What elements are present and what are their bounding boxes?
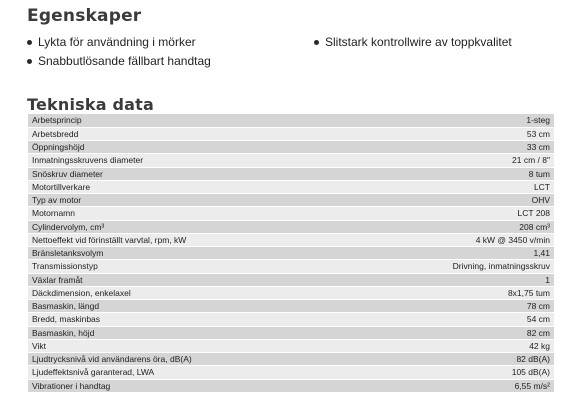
table-row [28, 180, 554, 193]
bullet-icon [27, 40, 32, 45]
feature-item [27, 34, 314, 50]
spec-value: 54 cm [346, 313, 554, 326]
spec-label: Arbetsprincip [28, 114, 346, 127]
spec-label: Bränsletanksvolym [28, 247, 346, 260]
spec-value: OHV [346, 194, 554, 207]
table-row [28, 247, 554, 260]
spec-value: 33 cm [346, 141, 554, 154]
spec-value: 6,55 m/s² [346, 379, 554, 392]
tech-data-table [28, 114, 554, 393]
table-row [28, 167, 554, 180]
spec-label: Basmaskin, längd [28, 300, 346, 313]
tech-data-heading: Tekniska data [27, 95, 154, 114]
spec-label: Cylindervolym, cm³ [28, 220, 346, 233]
features-list [27, 34, 567, 69]
spec-label: Motornamn [28, 207, 346, 220]
spec-value: 1-steg [346, 114, 554, 127]
tech-data-body [28, 114, 554, 392]
table-row [28, 260, 554, 273]
spec-value: 8x1,75 tum [346, 286, 554, 299]
spec-value: Drivning, inmatningsskruv [346, 260, 554, 273]
table-row [28, 194, 554, 207]
spec-label: Öppningshöjd [28, 141, 346, 154]
table-row [28, 114, 554, 127]
feature-text: Snabbutlösande fällbart handtag [38, 54, 211, 68]
table-row [28, 326, 554, 339]
spec-label: Transmissionstyp [28, 260, 346, 273]
spec-label: Motortillverkare [28, 180, 346, 193]
table-row [28, 127, 554, 140]
spec-value: 4 kW @ 3450 v/min [346, 233, 554, 246]
spec-label: Ljudeffektsnivå garanterad, LWA [28, 366, 346, 379]
feature-item [314, 34, 567, 50]
spec-value: 1 [346, 273, 554, 286]
spec-label: Ljudtrycksnivå vid användarens öra, dB(A) [28, 353, 346, 366]
spec-value: 208 cm³ [346, 220, 554, 233]
spec-value: LCT [346, 180, 554, 193]
table-row [28, 141, 554, 154]
feature-item [27, 53, 314, 69]
spec-label: Basmaskin, höjd [28, 326, 346, 339]
spec-label: Bredd, maskinbas [28, 313, 346, 326]
table-row [28, 353, 554, 366]
bullet-icon [27, 59, 32, 64]
table-row [28, 366, 554, 379]
spec-value: 42 kg [346, 339, 554, 352]
spec-label: Snöskruv diameter [28, 167, 346, 180]
feature-text: Slitstark kontrollwire av toppkvalitet [325, 35, 512, 49]
spec-label: Nettoeffekt vid förinställt varvtal, rpm, kW [28, 233, 346, 246]
table-row [28, 154, 554, 167]
spec-value: 105 dB(A) [346, 366, 554, 379]
table-row [28, 313, 554, 326]
spec-label: Vikt [28, 339, 346, 352]
bullet-icon [314, 40, 319, 45]
table-row [28, 207, 554, 220]
table-row [28, 379, 554, 392]
spec-value: 8 tum [346, 167, 554, 180]
spec-value: 82 cm [346, 326, 554, 339]
spec-label: Växlar framåt [28, 273, 346, 286]
spec-label: Arbetsbredd [28, 127, 346, 140]
table-row [28, 273, 554, 286]
table-row [28, 286, 554, 299]
feature-text: Lykta för användning i mörker [38, 35, 196, 49]
table-row [28, 339, 554, 352]
spec-value: 21 cm / 8" [346, 154, 554, 167]
spec-label: Vibrationer i handtag [28, 379, 346, 392]
spec-value: 53 cm [346, 127, 554, 140]
spec-label: Inmatningsskruvens diameter [28, 154, 346, 167]
spec-label: Typ av motor [28, 194, 346, 207]
spec-label: Däckdimension, enkelaxel [28, 286, 346, 299]
table-row [28, 300, 554, 313]
table-row [28, 233, 554, 246]
spec-value: 1,41 [346, 247, 554, 260]
table-row [28, 220, 554, 233]
spec-value: LCT 208 [346, 207, 554, 220]
spec-value: 82 dB(A) [346, 353, 554, 366]
features-heading: Egenskaper [27, 6, 142, 26]
spec-value: 78 cm [346, 300, 554, 313]
